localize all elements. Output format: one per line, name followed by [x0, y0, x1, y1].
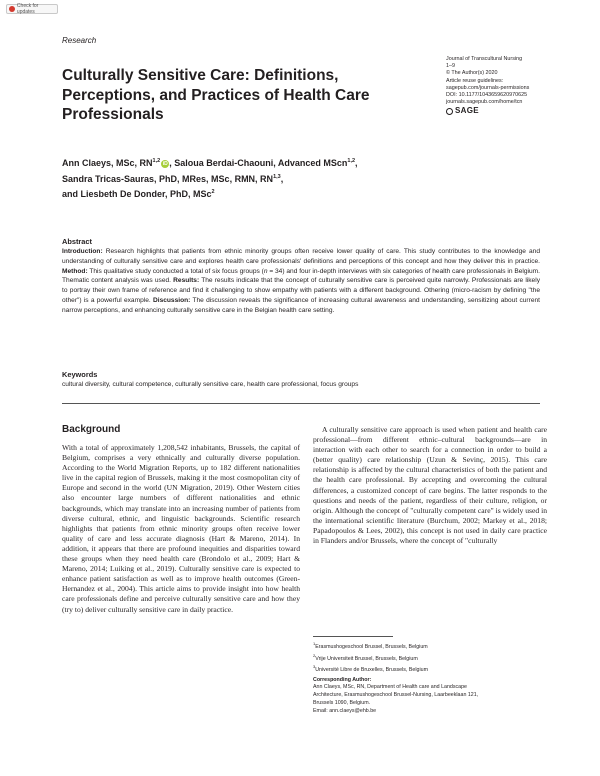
author-list: Ann Claeys, MSc, RN$^{1,2}$ iD , Saloua Berdai-Chaouni, Advanced MScn$^{1,2}$, Sandra Tricas-Sauras, PhD, MRes, MSc, RMN, RN$^{1,3}$, and Liesbeth De Donder, PhD, MSc$^2$: [62, 158, 358, 199]
journal-pages: 1–9: [446, 63, 455, 70]
affiliation-1: [313, 640, 549, 652]
copyright: © The Author(s) 2020: [446, 70, 498, 77]
sage-mark-icon: [446, 108, 453, 115]
updates-icon: [9, 6, 15, 12]
affiliation-3: [313, 663, 549, 675]
method-label: Method:: [62, 267, 88, 275]
doi[interactable]: DOI: 10.1177/1043659620970625: [446, 92, 528, 99]
keywords-text: cultural diversity, cultural competence, culturally sensitive care, health care professional, focus groups: [62, 381, 359, 388]
author-4: and Liesbeth De Donder, PhD, MSc: [62, 189, 212, 199]
journal-home-link[interactable]: journals.sagepub.com/home/tcn: [446, 99, 523, 106]
section-label: Research: [62, 36, 97, 45]
journal-name: Journal of Transcultural Nursing: [446, 56, 523, 62]
corresponding-author-heading: Corresponding Author:: [313, 676, 372, 683]
author-2: , Saloua Berdai-Chaouni, Advanced MScn: [169, 158, 348, 168]
abstract-heading: Abstract: [62, 237, 92, 246]
check-for-updates-badge[interactable]: [6, 4, 58, 14]
orcid-icon[interactable]: iD: [162, 160, 168, 167]
discussion-label: Discussion:: [152, 296, 191, 304]
reuse-label: Article reuse guidelines:: [446, 77, 504, 84]
author-1-affil: 1,2: [152, 158, 161, 164]
discussion-text: The discussion reveals the significance of increasing cultural awareness and understanding, sensitizing about current narrow perceptions, and enhancing culturally sensitive care in the Belgian health care setting.: [62, 296, 540, 314]
corresponding-address-1: Ann Claeys, MSc, RN, Department of Health care and Landscape: [313, 684, 467, 691]
corresponding-address-3: Brussels 1090, Belgium.: [313, 700, 371, 707]
intro-text: Research highlights that patients from ethnic minority groups often receive lower quality of care. This study contributes to the knowledge and understanding of culturally sensitive care and explores health care professionals' definitions and perceptions of this concept and how they deliver this in practice.: [62, 248, 540, 265]
footnotes: [313, 640, 549, 716]
journal-info: [446, 56, 576, 115]
background-heading: Background: [62, 424, 121, 435]
method-n: n: [263, 267, 268, 275]
badge-label: Check for updates: [16, 3, 39, 15]
results-label: Results:: [173, 277, 200, 285]
affiliation-1-sup: 1: [313, 641, 316, 646]
author-3: Sandra Tricas-Sauras, PhD, MRes, MSc, RMN, RN: [62, 173, 274, 184]
footnote-divider: [313, 636, 393, 637]
affiliation-2-sup: 2: [313, 652, 316, 658]
abstract: [62, 237, 540, 315]
corresponding-email[interactable]: Email: ann.claeys@ehb.be: [313, 707, 377, 714]
background-left-column: With a total of approximately 1,208,542 inhabitants, Brussels, the capital of Belgium, comprises a very ethnically and culturally diverse population. According to the World Migration Reports, up to 182 different nationalities live in the capital region of Brussels, making it the most cosmopolitan city of Europe and second in the world (UN Migration, 2019). Other Western cities also encounter large numbers of different nationalities and ethnic backgrounds, which may translate into an increasing number of patients from diverse cultural, ethnic, and linguistic backgrounds. Scientific research highlights that patients from ethnic minority groups often receive lower quality of care and less accurate diagnosis (Hart & Mareno, 2014). In addition, it appears that there are profound inequities and disparities toward these groups when they need health care (Brondolo et al., 2009; Hart & Mareno, 2014; Luiking et al., 2019). Culturally sensitive care is expected to enhance patient satisfaction as well as to improve health outcomes (Green-Hernandez et al., 2004). This article aims to provide insight into how health care professionals define and perceive culturally sensitive care and how they (try to) deliver culturally sensitive care in daily practice.: [62, 443, 300, 614]
affiliation-1-text: Erasmushogeschool Brussel, Brussels, Belgium: [315, 643, 428, 650]
affiliation-2-text: Vrije Universiteit Brussel, Brussels, Belgium: [315, 655, 418, 662]
keywords: [62, 370, 540, 389]
background-right-column: A culturally sensitive care approach is used when patient and health care professional—from different ethnic–cultural backgrounds—are in interaction with each other to search for a connection in order to build a (better quality) care relationship (Uzun & Sevinç, 2015). This care relationship is affected by the cultural characteristics of both the patient and the health care professional. By accepting and overcoming the cultural differences, a customized concept of care begins. The latter responds to the questions and needs of the patient, regardless of their culture, religion, or origin. Although the concept of "culturally competent care" is widely used in the international scientific literature (Burchum, 2002; Markey et al., 2018; Papadopoulos & Lees, 2002), this concept is not used in daily care practice in Flanders and/or Brussels, where the concept of "culturally: [313, 425, 547, 546]
results-text: The results indicate that the concept of culturally sensitive care is perceived quite narrowly. Professionals are likely to portray their own frame of reference and find it challenging to show empathy with patients with a different background. Othering (micro-racism by defining "the other") is a powerful example.: [62, 277, 540, 304]
affiliation-3-text: Université Libre de Bruxelles, Brussels, Belgium: [315, 666, 428, 673]
corresponding-address-2: Architecture, Erasmushogeschool Brussel-Nursing, Laarbeeklaan 121,: [313, 692, 479, 699]
author-3-affil: 1,3: [273, 173, 281, 180]
author-4-affil: 2: [211, 189, 215, 195]
article-title: Culturally Sensitive Care: Definitions, Perceptions, and Practices of Health Care Professionals: [62, 67, 370, 123]
abstract-body: [62, 247, 540, 315]
affiliation-3-sup: 3: [313, 664, 316, 670]
intro-label: Introduction:: [62, 248, 103, 255]
method-text: This qualitative study conducted a total of six focus groups (: [87, 267, 264, 275]
publisher-name: SAGE: [455, 106, 479, 116]
method-rest: = 34) and four in-depth interviews with six categories of health care professionals in Belgium. Thematic content analysis was used.: [62, 267, 541, 285]
section-divider: [62, 403, 540, 404]
permissions-link[interactable]: sagepub.com/journals-permissions: [446, 84, 530, 91]
affiliation-2: [313, 652, 549, 664]
keywords-heading: Keywords: [62, 370, 98, 379]
sage-logo: [446, 107, 576, 114]
author-1: Ann Claeys, MSc, RN: [62, 158, 153, 168]
author-2-affil: 1,2: [347, 158, 356, 164]
